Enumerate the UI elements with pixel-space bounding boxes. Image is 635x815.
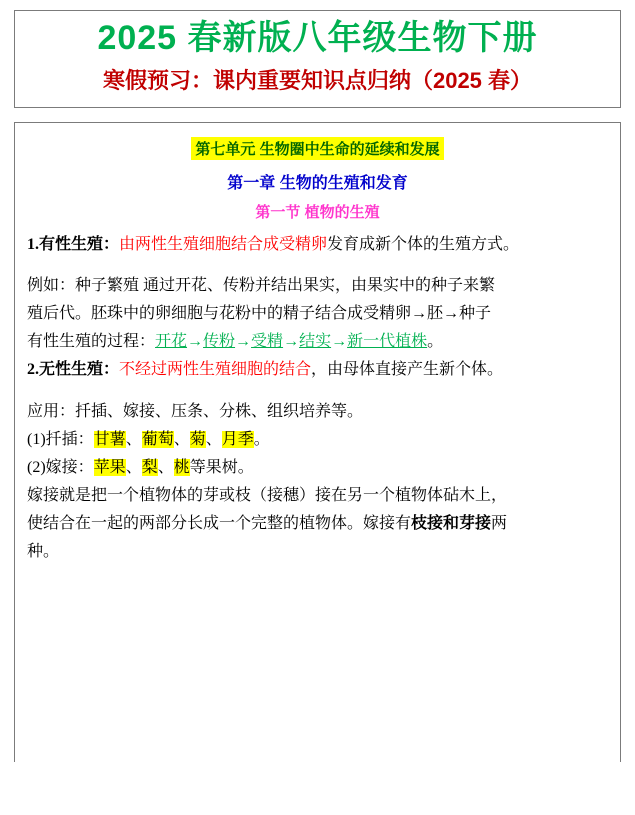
process-step-3: 受精 <box>251 333 284 351</box>
cutting-label: (1)扦插： <box>27 430 94 448</box>
unit-heading: 第七单元 生物圈中生命的延续和发展 <box>191 137 443 160</box>
cutting-item-3: 菊 <box>189 430 206 448</box>
title-header-box <box>14 10 621 108</box>
process-label: 有性生殖的过程： <box>27 333 156 351</box>
grafting-description-line-3: 种。 <box>27 542 60 560</box>
process-step-4: 结实 <box>299 333 332 351</box>
grafting-item-2: 梨 <box>141 458 158 476</box>
process-step-1: 开花 <box>155 333 188 351</box>
sexual-reproduction-definition <box>27 232 608 258</box>
section-heading-line <box>27 201 608 222</box>
process-arrow-3: → <box>283 333 300 351</box>
grafting-item-1: 苹果 <box>93 458 126 476</box>
cutting-sep-1: 、 <box>125 430 142 448</box>
document-body <box>14 122 621 762</box>
grafting-label: (2)嫁接： <box>27 458 94 476</box>
grafting-description-line-2 <box>27 511 608 537</box>
unit-heading-line <box>27 137 608 160</box>
asexual-reproduction-rest: ，由母体直接产生新个体。 <box>311 361 504 379</box>
asexual-reproduction-label: 2.无性生殖： <box>27 361 120 379</box>
cutting-end: 。 <box>253 430 270 448</box>
grafting-description-line-1: 嫁接就是把一个植物体的芽或枝（接穗）接在另一个植物体砧木上， <box>27 486 508 504</box>
process-arrow-1: → <box>187 333 204 351</box>
example-line-2: 殖后代。胚珠中的卵细胞与花粉中的精子结合成受精卵→胚→种子 <box>27 305 492 323</box>
grafting-types: 枝接和芽接 <box>411 514 492 532</box>
page-title: 2025 春新版八年级生物下册 <box>97 19 538 57</box>
cutting-sep-2: 、 <box>173 430 190 448</box>
cutting-item-4: 月季 <box>221 430 254 448</box>
grafting-end: 等果树。 <box>189 458 254 476</box>
grafting-line <box>27 455 608 481</box>
example-line-1: 例如：种子繁殖 通过开花、传粉并结出果实，由果实中的种子来繁 <box>27 277 496 295</box>
cutting-sep-3: 、 <box>205 430 222 448</box>
cutting-line <box>27 427 608 453</box>
process-arrow-4: → <box>331 333 348 351</box>
process-arrow-2: → <box>235 333 252 351</box>
asexual-reproduction-definition <box>27 357 608 383</box>
chapter-heading: 第一章 生物的生殖和发育 <box>227 174 408 192</box>
section-heading: 第一节 植物的生殖 <box>255 203 380 221</box>
process-step-5: 新一代植株 <box>347 333 428 351</box>
grafting-description-2a: 使结合在一起的两部分长成一个完整的植物体。嫁接有 <box>27 514 412 532</box>
grafting-description-2b: 两 <box>491 514 508 532</box>
asexual-reproduction-key: 不经过两性生殖细胞的结合 <box>119 361 312 379</box>
page-subtitle: 寒假预习：课内重要知识点归纳（2025 春） <box>102 67 533 93</box>
process-step-2: 传粉 <box>203 333 236 351</box>
cutting-item-1: 甘薯 <box>93 430 126 448</box>
sexual-reproduction-rest: 发育成新个体的生殖方式。 <box>327 235 520 253</box>
process-line <box>27 329 608 355</box>
chapter-heading-line <box>27 170 608 193</box>
process-end: 。 <box>427 333 444 351</box>
sexual-reproduction-label: 1.有性生殖： <box>27 235 120 253</box>
application-line: 应用：扦插、嫁接、压条、分株、组织培养等。 <box>27 403 364 421</box>
cutting-item-2: 葡萄 <box>141 430 174 448</box>
grafting-item-3: 桃 <box>173 458 190 476</box>
sexual-reproduction-key: 由两性生殖细胞结合成受精卵 <box>119 235 328 253</box>
grafting-sep-1: 、 <box>125 458 142 476</box>
grafting-sep-2: 、 <box>157 458 174 476</box>
